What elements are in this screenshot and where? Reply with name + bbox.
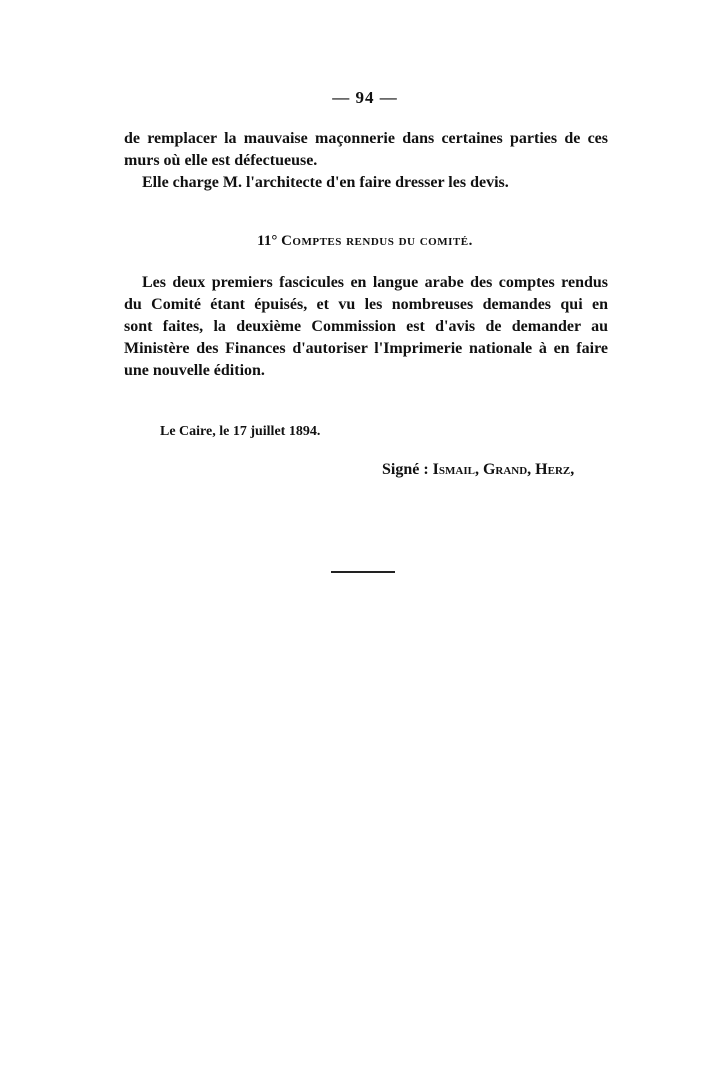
paragraph-reports <box>124 272 608 382</box>
paragraph-line: une nouvelle édition. <box>124 362 265 379</box>
paragraph-line: murs où elle est défectueuse. <box>124 152 318 169</box>
paragraph-masonry <box>124 128 608 194</box>
paragraph-line: Ministère des Finances d'autoriser l'Imprimerie nationale à en faire <box>124 340 608 357</box>
closing-rule <box>331 571 395 573</box>
paragraph-line: de remplacer la mauvaise maçonnerie dans certaines parties de ces <box>124 130 608 147</box>
section-number: 11° <box>257 233 278 249</box>
signature-names: Ismail, Grand, Herz, <box>432 461 575 478</box>
signature-prefix: Signé : <box>382 461 429 478</box>
paragraph-line: Elle charge M. l'architecte d'en faire dresser les devis. <box>142 174 509 191</box>
paragraph-line: du Comité étant épuisés, et vu les nombreuses demandes qui en <box>124 296 608 313</box>
paragraph-line: Les deux premiers fascicules en langue arabe des comptes rendus <box>142 274 608 291</box>
page-number: — 94 — <box>332 88 398 107</box>
paragraph-line: sont faites, la deuxième Commission est d'avis de demander au <box>124 318 608 335</box>
signature-line <box>382 461 574 479</box>
section-title: Comptes rendus du comité. <box>281 233 473 249</box>
section-heading <box>0 233 720 250</box>
place-date: Le Caire, le 17 juillet 1894. <box>160 424 321 439</box>
